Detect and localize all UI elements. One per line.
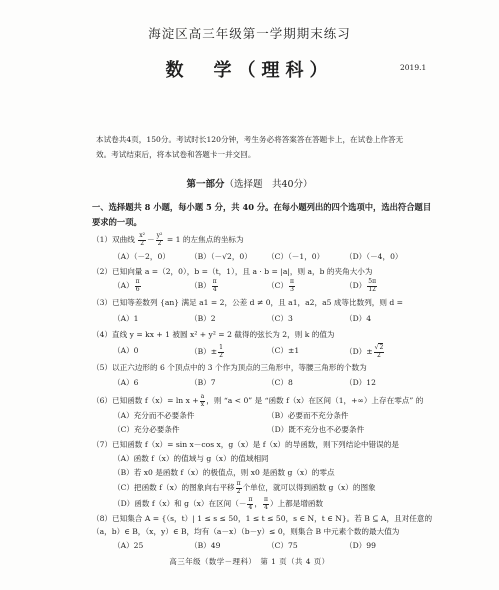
question-text: 以正六边形的 6 个顶点中的 3 个作为顶点的三角形中，等腰三角形的个数为 xyxy=(112,363,367,372)
option-c: （C）8 xyxy=(267,378,293,387)
exam-instructions: 本试卷共4页，150分。考试时长120分钟，考生务必将答案答在答题卡上，在试卷上作答无效。考试结束后，将本试卷和答题卡一并交回。 xyxy=(96,135,404,159)
option-a: （A）（－2，0） xyxy=(113,252,170,261)
option-d: （D）4 xyxy=(345,314,372,323)
formula-fraction: $\frac{a}{x}$ xyxy=(200,393,205,408)
option-d: （D）既不充分也不必要条件 xyxy=(267,425,365,434)
part-heading-detail: （选择题 共40分） xyxy=(224,179,313,190)
option-b: （B）若 x0 是函数 f（x）的极值点，则 x0 是函数 g（x）的零点 xyxy=(113,468,335,477)
formula-fraction: $\frac{\pi}{3}$ xyxy=(290,278,294,293)
question-text: 已知函数 f（x）= sin x－cos x，g（x）是 f（x）的导函数，则下列结论中错误的是 xyxy=(112,440,399,449)
question-number: （8） xyxy=(92,514,113,523)
option-c: （C）3 xyxy=(267,314,293,323)
question-number: （2） xyxy=(92,267,113,276)
formula-fraction: $\frac{1}{2}$ xyxy=(219,344,223,359)
option-b: （B）2 xyxy=(190,314,216,323)
page-footer: 高三年级（数学－理科） 第 1 页（共 4 页） xyxy=(169,557,330,566)
option-a: （A） $\frac{\pi}{6}$ xyxy=(113,278,140,293)
question-5-stem xyxy=(92,362,367,373)
question-6-stem xyxy=(92,394,423,408)
formula-fraction: $\frac{\pi}{6}$ xyxy=(135,278,140,293)
section-instruction: 一、选择题共 8 小题，每小题 5 分，共 40 分。在每小题列出的四个选项中，选出符合题目要求的一项。 xyxy=(92,202,432,227)
question-8-stem xyxy=(92,512,442,538)
question-4-stem xyxy=(92,329,335,340)
option-c: （C）75 xyxy=(267,541,298,550)
option-b: （B） $\frac{\pi}{4}$ xyxy=(190,278,217,293)
question-number: （7） xyxy=(92,440,113,449)
formula-fraction: $\frac{√2}{2}$ xyxy=(374,344,384,359)
option-a: （A）充分而不必要条件 xyxy=(113,411,195,420)
formula-fraction: $\frac{\text{x²}}{2}$ xyxy=(139,232,146,247)
option-b: （B）49 xyxy=(190,541,221,550)
formula-fraction: $\frac{\text{y²}}{2}$ xyxy=(156,232,163,247)
option-b: （B）（－√2，0） xyxy=(190,252,252,261)
question-number: （4） xyxy=(92,330,113,339)
subject-title: 数 学（理科） xyxy=(165,60,334,81)
question-number: （6） xyxy=(92,396,113,405)
option-a: （A）0 xyxy=(113,346,139,355)
exam-date: 2019.1 xyxy=(400,63,427,72)
question-text: ，则 “a < 0” 是 “函数 f（x）在区间（1，+∞）上存在零点” 的 xyxy=(206,396,424,405)
question-text: 双曲线 xyxy=(112,235,135,244)
option-a: （A）6 xyxy=(113,378,139,387)
option-d: （D）（－4，0） xyxy=(345,252,403,261)
option-c: （C）±1 xyxy=(267,346,300,355)
question-text: 已知向量 a =（2，0），b =（t，1），且 a · b = |a|，则 a，b 的夹角大小为 xyxy=(112,267,373,276)
option-b: （B）± $\frac{1}{2}$ xyxy=(190,344,223,359)
part-heading xyxy=(0,176,499,190)
question-7-stem xyxy=(92,439,399,450)
option-b: （B）7 xyxy=(190,378,216,387)
option-d: （D）99 xyxy=(345,541,376,550)
question-number: （5） xyxy=(92,363,113,372)
option-c: （C）充分必要条件 xyxy=(113,425,180,434)
question-3-stem xyxy=(92,297,403,308)
question-1-stem: （1）双曲线 $\frac{\text{x²}}{2}$ － $\frac{\text{y²}}{2}$ = 1 的左焦点的坐标为 xyxy=(92,232,244,247)
formula-fraction: $\frac{\pi}{2}$ xyxy=(236,480,241,495)
option-b: （B）必要而不充分条件 xyxy=(267,411,349,420)
option-c: （C） $\frac{\pi}{3}$ xyxy=(267,278,294,293)
formula-fraction: $\frac{\pi}{4}$ xyxy=(248,496,253,511)
option-a: （A）函数 f（x）的值域与 g（x）的值域相同 xyxy=(113,454,269,463)
formula-fraction: $\frac{5\pi}{12}$ xyxy=(368,278,377,293)
formula-fraction: $\frac{\pi}{4}$ xyxy=(264,496,268,511)
option-a: （A）1 xyxy=(113,314,139,323)
question-text: 已知集合 A = {（s，t）| 1 ≤ s ≤ 50，1 ≤ t ≤ 50，s ∈ N，t ∈ N}。若 B ⊆ A，且对任意的（a，b）∈ B，（x，y）∈ B，均有（a－x）（b－y）≤ 0，则集合 B 中元素个数的最大值为 xyxy=(92,514,433,536)
question-text: 直线 y = kx + 1 被圆 x² + y² = 2 截得的弦长为 2，则 k 的值为 xyxy=(112,330,335,339)
option-c: （C）（－1，0） xyxy=(267,252,325,261)
exam-title: 海淀区高三年级第一学期期末练习 xyxy=(148,26,351,41)
question-number: （3） xyxy=(92,298,113,307)
question-text: 已知函数 f（x）= ln x + xyxy=(112,396,199,405)
option-d: （D）12 xyxy=(345,378,376,387)
question-text: = 1 的左焦点的坐标为 xyxy=(166,235,244,244)
part-heading-main: 第一部分 xyxy=(186,179,225,190)
option-d: （D）± $\frac{√2}{2}$ xyxy=(345,344,384,359)
question-number: （1） xyxy=(92,235,113,244)
option-d: （D）函数 f（x）和 g（x）在区间（－ $\frac{\pi}{4}$ ， $\frac{\pi}{4}$ ）上都是增函数 xyxy=(113,496,324,511)
formula-fraction: $\frac{\pi}{4}$ xyxy=(212,278,217,293)
option-c: （C）把函数 f（x）的图象向右平移 $\frac{\pi}{2}$ 个单位，就可以得到函数 g（x）的图象 xyxy=(113,480,376,495)
option-a: （A）25 xyxy=(113,541,144,550)
question-2-stem xyxy=(92,266,373,277)
question-text: 已知等差数列 {an} 满足 a1 = 2，公差 d ≠ 0，且 a1，a2，a5 成等比数列，则 d = xyxy=(112,298,404,307)
option-d: （D） $\frac{5\pi}{12}$ xyxy=(345,278,377,293)
